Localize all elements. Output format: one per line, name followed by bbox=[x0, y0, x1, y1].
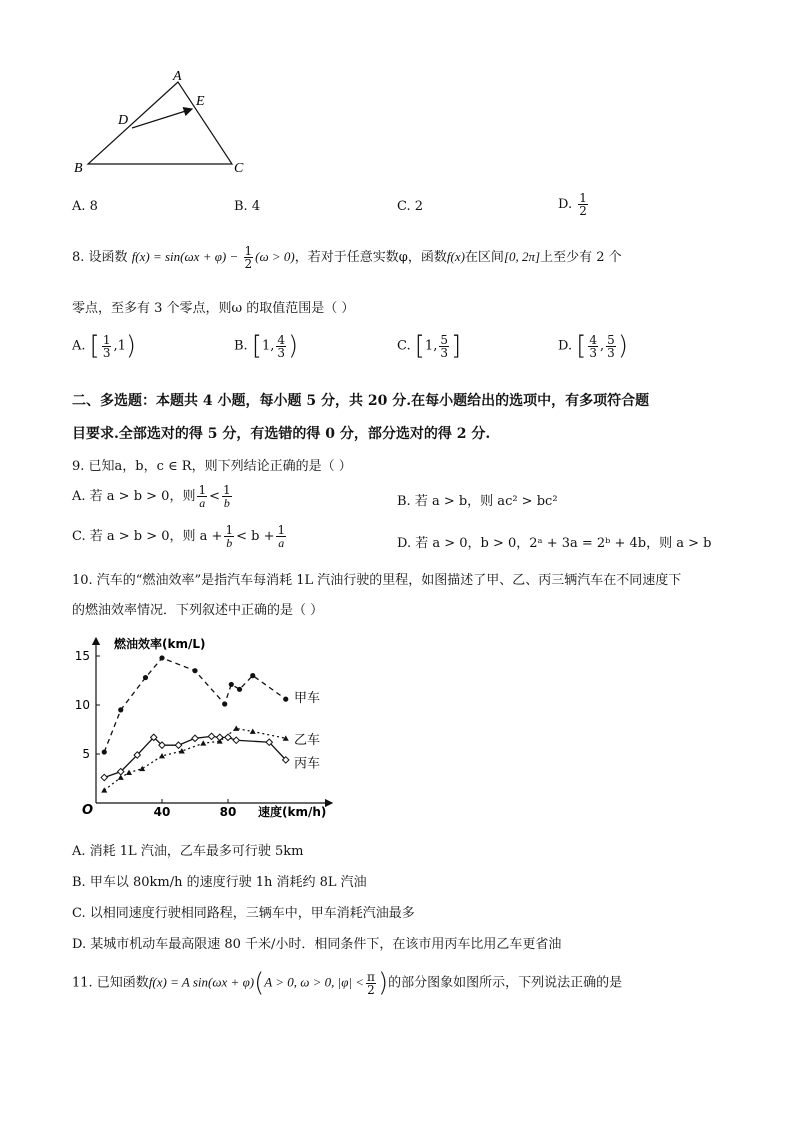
x-tick-label: 40 bbox=[153, 805, 171, 819]
x-axis-label: 速度(km/h) bbox=[258, 805, 327, 819]
q10-stem-line1: 10. 汽车的“燃油效率”是指汽车每消耗 1L 汽油行驶的里程，如图描述了甲、乙、丙三辆汽车在不同速度下 bbox=[72, 573, 682, 588]
y-tick-label: 5 bbox=[82, 747, 90, 761]
label-c: C bbox=[234, 161, 244, 176]
data-point bbox=[283, 697, 288, 702]
q8-stem-line1: 8. 设函数 f(x) = sin(ωx + φ) − $\frac{1}{2}$ (ω > 0)，若对于任意实数φ，函数f(x)在区间[0, 2π]上至少有 2 个 bbox=[72, 244, 622, 271]
data-point bbox=[250, 728, 256, 733]
data-point bbox=[192, 735, 198, 741]
data-point bbox=[229, 682, 234, 687]
q11-stem: 11. 已知函数f(x) = A sin(ωx + φ)(A > 0, ω > 0, |φ| < $\frac{\pi}{2}$ )的部分图象如图所示，下列说法正确的是 bbox=[72, 968, 623, 998]
q8-option-b: B. [1, $\frac{4}{3}$ ) bbox=[234, 331, 299, 361]
data-point bbox=[101, 774, 107, 780]
q8-option-d: D. [ $\frac{4}{3}$ , $\frac{5}{3}$ ) bbox=[558, 331, 628, 361]
data-point bbox=[237, 687, 242, 692]
data-point bbox=[143, 675, 148, 680]
data-point bbox=[208, 733, 214, 739]
data-point bbox=[139, 766, 145, 771]
q10-stem-line2: 的燃油效率情况．下列叙述中正确的是（ ） bbox=[72, 603, 324, 618]
label-a: A bbox=[173, 69, 182, 84]
fuel-efficiency-chart bbox=[70, 628, 340, 828]
fraction: $\frac{1}{2}$ bbox=[579, 191, 587, 218]
label-d: D bbox=[118, 113, 129, 128]
data-point bbox=[250, 673, 255, 678]
y-tick-label: 15 bbox=[74, 649, 90, 663]
label-e: E bbox=[196, 94, 205, 109]
data-point bbox=[159, 753, 165, 758]
section-heading-line1: 二、多选题：本题共 4 小题，每小题 5 分，共 20 分.在每小题给出的选项中，有多项符合题 bbox=[72, 393, 650, 409]
q9-stem: 9. 已知a，b，c ∈ R，则下列结论正确的是（ ） bbox=[72, 459, 352, 474]
q10-option-d: D. 某城市机动车最高限速 80 千米/小时．相同条件下，在该市用丙车比用乙车更省油 bbox=[72, 937, 562, 952]
data-point bbox=[225, 734, 231, 740]
q8-option-c: C. [1, $\frac{5}{3}$ ] bbox=[397, 331, 462, 361]
q7-option-d: D. $\frac{1}{2}$ bbox=[558, 191, 587, 218]
label-b: B bbox=[74, 161, 83, 176]
data-point bbox=[200, 740, 206, 745]
data-point bbox=[233, 737, 239, 743]
q9-option-b: B. 若 a > b，则 ac² > bc² bbox=[397, 494, 558, 509]
data-point bbox=[192, 668, 197, 673]
triangle-abc bbox=[88, 82, 232, 164]
y-tick-label: 10 bbox=[74, 698, 90, 712]
q10-option-a: A. 消耗 1L 汽油，乙车最多可行驶 5km bbox=[72, 844, 304, 859]
origin-label: O bbox=[82, 803, 94, 818]
series-line-2 bbox=[104, 736, 286, 777]
vector-de bbox=[132, 109, 192, 128]
data-point bbox=[233, 726, 239, 731]
q8-stem-line2: 零点，至多有 3 个零点，则ω 的取值范围是（ ） bbox=[72, 301, 355, 316]
q8-option-a: A. [ $\frac{1}{3}$ ,1) bbox=[72, 331, 137, 361]
q9-option-a: A. 若 a > b > 0，则 $\frac{1}{a}$ < $\frac{1}{b}$ bbox=[72, 483, 231, 510]
q9-option-d: D. 若 a > 0，b > 0，2ᵃ + 3a = 2ᵇ + 4b，则 a > b bbox=[397, 536, 712, 551]
data-point bbox=[159, 655, 164, 660]
q7-option-a: A. 8 bbox=[72, 199, 98, 214]
q10-option-b: B. 甲车以 80km/h 的速度行驶 1h 消耗约 8L 汽油 bbox=[72, 875, 367, 890]
data-point bbox=[222, 701, 227, 706]
q7-option-c: C. 2 bbox=[397, 199, 424, 214]
series-label: 丙车 bbox=[294, 756, 321, 772]
q9-option-c: C. 若 a > b > 0，则 a + $\frac{1}{b}$ < b + $\frac{1}{a}$ bbox=[72, 523, 286, 550]
data-point bbox=[118, 707, 123, 712]
series-label: 甲车 bbox=[294, 691, 321, 707]
data-point bbox=[101, 787, 107, 792]
x-tick-label: 80 bbox=[219, 805, 237, 819]
section-heading-line2: 目要求.全部选对的得 5 分，有选错的得 0 分，部分选对的得 2 分. bbox=[72, 426, 491, 442]
triangle-figure bbox=[60, 64, 260, 179]
data-point bbox=[126, 770, 132, 775]
y-axis-label: 燃油效率(km/L) bbox=[114, 637, 206, 651]
data-point bbox=[102, 749, 107, 754]
q7-option-b: B. 4 bbox=[234, 199, 261, 214]
q10-option-c: C. 以相同速度行驶相同路程，三辆车中，甲车消耗汽油最多 bbox=[72, 906, 415, 921]
series-label: 乙车 bbox=[294, 733, 321, 749]
data-point bbox=[175, 742, 181, 748]
